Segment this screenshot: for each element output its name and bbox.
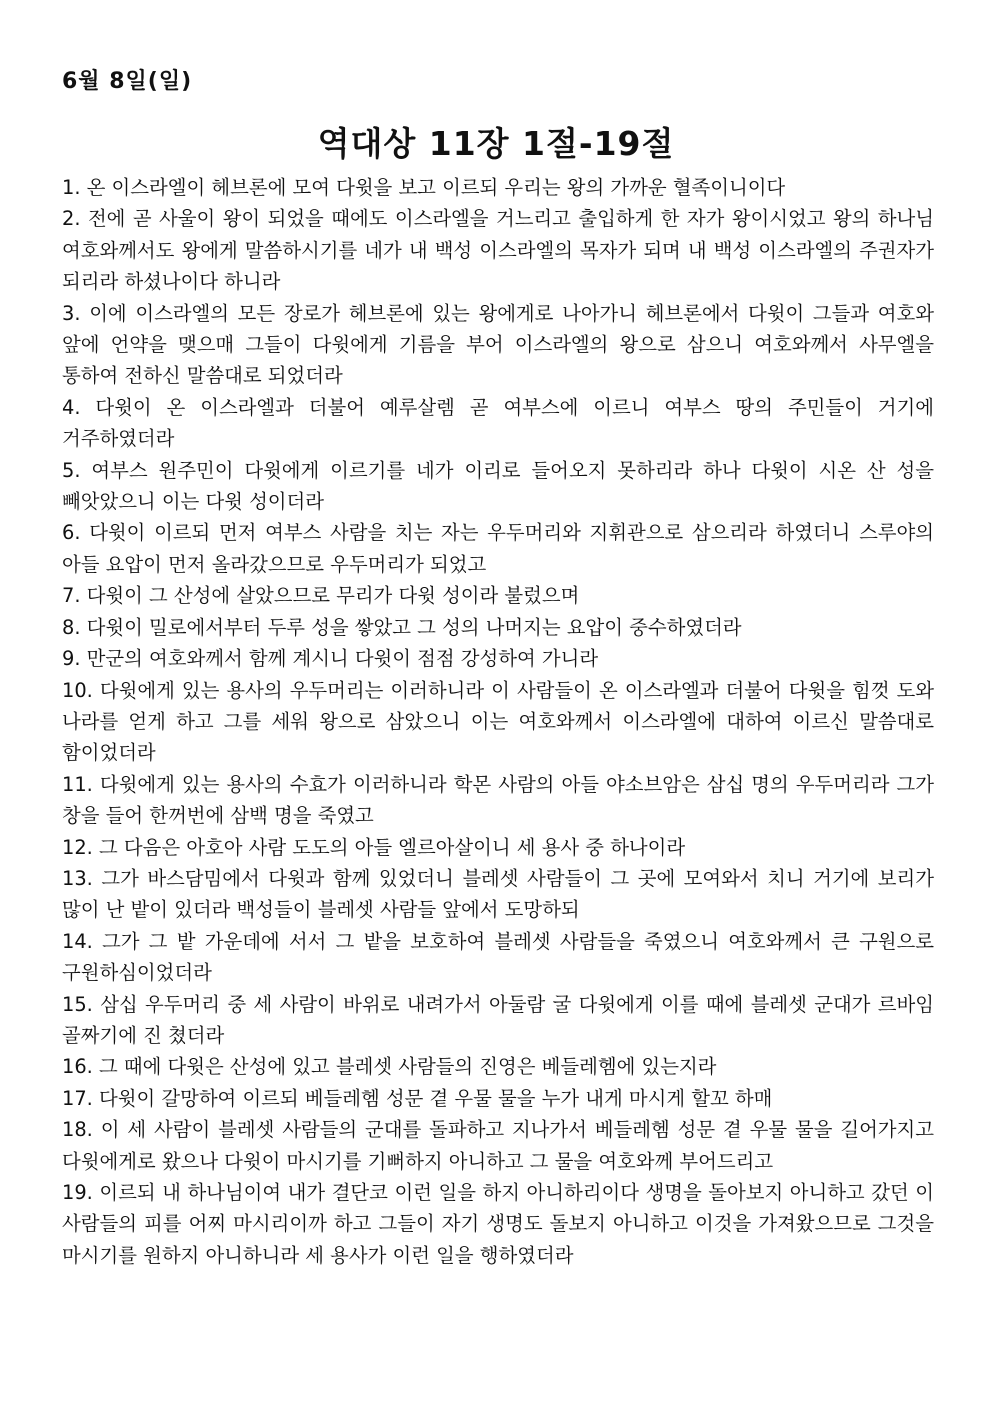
verse-11: 11. 다윗에게 있는 용사의 수효가 이러하니라 학몬 사람의 아들 야소브암은 삼십 명의 우두머리라 그가 창을 들어 한꺼번에 삼백 명을 죽였고 <box>62 772 934 828</box>
verse-14: 14. 그가 그 밭 가운데에 서서 그 밭을 보호하여 블레셋 사람들을 죽였으니 여호와께서 큰 구원으로 구원하심이었더라 <box>62 929 934 985</box>
verse-1: 1. 온 이스라엘이 헤브론에 모여 다윗을 보고 이르되 우리는 왕의 가까운 혈족이니이다 <box>62 176 786 199</box>
verse-3: 3. 이에 이스라엘의 모든 장로가 헤브론에 있는 왕에게로 나아가니 헤브론에서 다윗이 그들과 여호와 앞에 언약을 맺으매 그들이 다윗에게 기름을 부어 이스라엘의 왕으로 삼으니 여호와께서 사무엘을 통하여 전하신 말씀대로 되었더라 <box>62 301 934 388</box>
verse-2: 2. 전에 곧 사울이 왕이 되었을 때에도 이스라엘을 거느리고 출입하게 한 자가 왕이시었고 왕의 하나님 여호와께서도 왕에게 말씀하시기를 네가 내 백성 이스라엘의 목자가 되며 내 백성 이스라엘의 주권자가 되리라 하셨나이다 하니라 <box>62 207 934 294</box>
verse-8: 8. 다윗이 밀로에서부터 두루 성을 쌓았고 그 성의 나머지는 요압이 중수하였더라 <box>62 615 742 639</box>
verse-list <box>62 172 934 1271</box>
verse-13: 13. 그가 바스담밈에서 다윗과 함께 있었더니 블레셋 사람들이 그 곳에 모여와서 치니 거기에 보리가 많이 난 밭이 있더라 백성들이 블레셋 사람들 앞에서 도망하되 <box>62 866 934 922</box>
verse-16: 16. 그 때에 다윗은 산성에 있고 블레셋 사람들의 진영은 베들레헴에 있는지라 <box>62 1055 717 1079</box>
verse-9: 9. 만군의 여호와께서 함께 계시니 다윗이 점점 강성하여 가니라 <box>62 647 599 671</box>
page-title: 역대상 11장 1절-19절 <box>317 124 675 163</box>
date-heading: 6월 8일(일) <box>62 69 193 94</box>
verse-15: 15. 삼십 우두머리 중 세 사람이 바위로 내려가서 아둘람 굴 다윗에게 이를 때에 블레셋 군대가 르바임 골짜기에 진 쳤더라 <box>62 992 934 1047</box>
verse-10: 10. 다윗에게 있는 용사의 우두머리는 이러하니라 이 사람들이 온 이스라엘과 더불어 다윗을 힘껏 도와 나라를 얻게 하고 그를 세워 왕으로 삼았으니 이는 여호와께서 이스라엘에 대하여 이르신 말씀대로 함이었더라 <box>62 678 934 765</box>
verse-12: 12. 그 다음은 아호아 사람 도도의 아들 엘르아살이니 세 용사 중 하나이라 <box>62 835 686 859</box>
verse-4: 4. 다윗이 온 이스라엘과 더불어 예루살렘 곧 여부스에 이르니 여부스 땅의 주민들이 거기에 거주하였더라 <box>62 395 934 451</box>
verse-17: 17. 다윗이 갈망하여 이르되 베들레헴 성문 곁 우물 물을 누가 내게 마시게 할꼬 하매 <box>62 1086 773 1110</box>
verse-6: 6. 다윗이 이르되 먼저 여부스 사람을 치는 자는 우두머리와 지휘관으로 삼으리라 하였더니 스루야의 아들 요압이 먼저 올라갔으므로 우두머리가 되었고 <box>62 521 934 576</box>
verse-19: 19. 이르되 내 하나님이여 내가 결단코 이런 일을 하지 아니하리이다 생명을 돌아보지 아니하고 갔던 이 사람들의 피를 어찌 마시리이까 하고 그들이 자기 생명도 돌보지 아니하고 이것을 가져왔으므로 그것을 마시기를 원하지 아니하니라 세 용사가 이런 일을 행하였더라 <box>62 1181 934 1267</box>
verse-5: 5. 여부스 원주민이 다윗에게 이르기를 네가 이리로 들어오지 못하리라 하나 다윗이 시온 산 성을 빼앗았으니 이는 다윗 성이더라 <box>62 458 934 514</box>
verse-7: 7. 다윗이 그 산성에 살았으므로 무리가 다윗 성이라 불렀으며 <box>62 584 580 608</box>
verse-18: 18. 이 세 사람이 블레셋 사람들의 군대를 돌파하고 지나가서 베들레헴 성문 곁 우물 물을 길어가지고 다윗에게로 왔으나 다윗이 마시기를 기뻐하지 아니하고 그 물을 여호와께 부어드리고 <box>62 1118 934 1173</box>
